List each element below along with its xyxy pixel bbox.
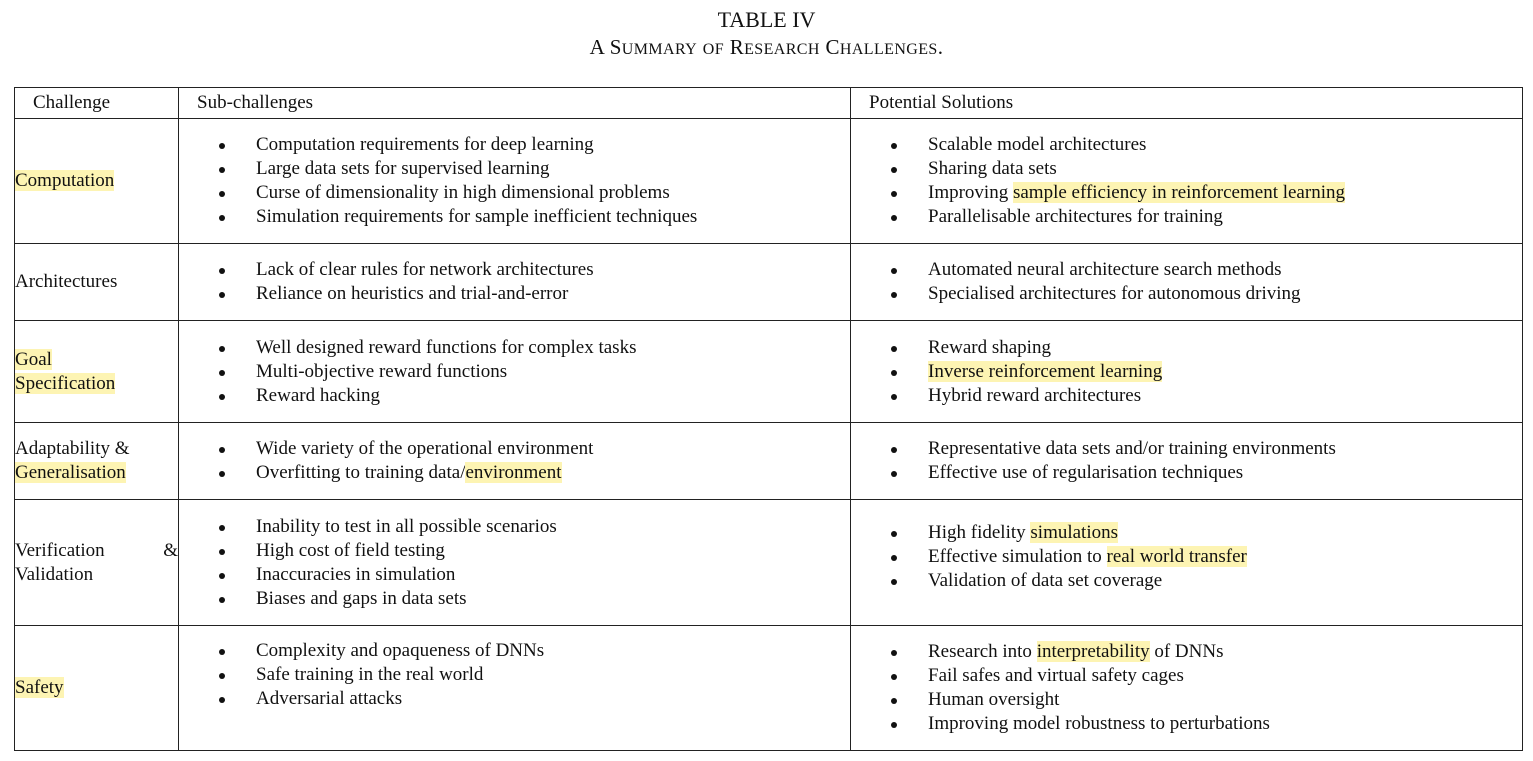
list-item: High cost of field testing bbox=[219, 539, 850, 563]
solutions-cell bbox=[851, 626, 1523, 751]
solutions-cell bbox=[851, 321, 1523, 423]
header-potential-solutions: Potential Solutions bbox=[851, 88, 1523, 119]
list-item: Specialised architectures for autonomous driving bbox=[891, 282, 1522, 306]
research-challenges-table bbox=[14, 87, 1523, 751]
list-item: Reward shaping bbox=[891, 336, 1522, 360]
sub-challenges-cell bbox=[179, 423, 851, 500]
list-item: Scalable model architectures bbox=[891, 133, 1522, 157]
list-item: Reliance on heuristics and trial-and-error bbox=[219, 282, 850, 306]
sub-challenges-cell bbox=[179, 500, 851, 626]
list-item: Effective use of regularisation techniques bbox=[891, 461, 1522, 485]
list-item: Automated neural architecture search methods bbox=[891, 258, 1522, 282]
list-item: Adversarial attacks bbox=[219, 687, 850, 711]
list-item: Curse of dimensionality in high dimensional problems bbox=[219, 181, 850, 205]
challenge-label: Safety bbox=[15, 677, 64, 698]
list-item: Research into interpretability of DNNs bbox=[891, 640, 1522, 664]
table-title bbox=[0, 35, 1533, 60]
challenge-label: Computation bbox=[15, 170, 115, 191]
title-word: CHALLENGES. bbox=[825, 35, 944, 59]
list-item: Simulation requirements for sample inefficient techniques bbox=[219, 205, 850, 229]
challenge-cell bbox=[15, 321, 179, 423]
list-item: Inability to test in all possible scenarios bbox=[219, 515, 850, 539]
table-number: TABLE IV bbox=[717, 7, 816, 32]
solutions-cell bbox=[851, 500, 1523, 626]
solutions-cell bbox=[851, 423, 1523, 500]
list-item: Parallelisable architectures for training bbox=[891, 205, 1522, 229]
sub-challenges-cell bbox=[179, 626, 851, 751]
table-row bbox=[15, 244, 1523, 321]
list-item: Wide variety of the operational environment bbox=[219, 437, 850, 461]
table-row bbox=[15, 626, 1523, 751]
list-item: Safe training in the real world bbox=[219, 663, 850, 687]
sub-challenges-cell bbox=[179, 244, 851, 321]
sub-challenges-cell bbox=[179, 119, 851, 244]
title-word: RESEARCH bbox=[729, 35, 820, 59]
list-item: Lack of clear rules for network architectures bbox=[219, 258, 850, 282]
challenge-label-line: Validation bbox=[15, 563, 94, 585]
highlighted-text: real world transfer bbox=[1106, 545, 1247, 567]
title-word: A bbox=[589, 35, 605, 59]
solutions-cell bbox=[851, 244, 1523, 321]
header-sub-challenges: Sub-challenges bbox=[179, 88, 851, 119]
list-item bbox=[891, 360, 1522, 384]
list-item: Representative data sets and/or training environments bbox=[891, 437, 1522, 461]
highlighted-text: Inverse reinforcement learning bbox=[928, 360, 1163, 382]
list-item: Human oversight bbox=[891, 688, 1522, 712]
header-challenge: Challenge bbox=[15, 88, 179, 119]
challenge-cell bbox=[15, 626, 179, 751]
list-item: High fidelity simulations bbox=[891, 521, 1522, 545]
highlighted-text: simulations bbox=[1030, 521, 1119, 543]
list-item: Hybrid reward architectures bbox=[891, 384, 1522, 408]
challenge-label-line: Goal bbox=[15, 348, 52, 370]
list-item: Inaccuracies in simulation bbox=[219, 563, 850, 587]
challenge-label-line: Specification bbox=[15, 372, 116, 394]
list-item: Biases and gaps in data sets bbox=[219, 587, 850, 611]
table-row bbox=[15, 321, 1523, 423]
highlighted-text: interpretability bbox=[1036, 641, 1150, 662]
list-item: Sharing data sets bbox=[891, 157, 1522, 181]
table-row bbox=[15, 500, 1523, 626]
challenge-cell bbox=[15, 119, 179, 244]
list-item: Effective simulation to real world transfer bbox=[891, 545, 1522, 569]
list-item: Validation of data set coverage bbox=[891, 569, 1522, 593]
table-row bbox=[15, 119, 1523, 244]
challenge-cell bbox=[15, 500, 179, 626]
list-item: Multi-objective reward functions bbox=[219, 360, 850, 384]
list-item: Improving model robustness to perturbations bbox=[891, 712, 1522, 736]
list-item: Well designed reward functions for complex tasks bbox=[219, 336, 850, 360]
list-item: Computation requirements for deep learning bbox=[219, 133, 850, 157]
list-item: Improving sample efficiency in reinforcement learning bbox=[891, 181, 1522, 205]
list-item: Fail safes and virtual safety cages bbox=[891, 664, 1522, 688]
challenge-label-line: Adaptability & bbox=[15, 438, 130, 459]
challenge-label-line: Generalisation bbox=[15, 462, 126, 483]
sub-challenges-cell bbox=[179, 321, 851, 423]
header-row bbox=[15, 88, 1523, 119]
table-row bbox=[15, 423, 1523, 500]
challenge-cell bbox=[15, 423, 179, 500]
title-word: SUMMARY bbox=[609, 35, 698, 59]
highlighted-text: environment bbox=[465, 462, 562, 483]
highlighted-text: sample efficiency in reinforcement learning bbox=[1012, 182, 1345, 203]
solutions-cell bbox=[851, 119, 1523, 244]
list-item: Overfitting to training data/environment bbox=[219, 461, 850, 485]
challenge-label-line: Verification & bbox=[15, 539, 178, 561]
list-item: Large data sets for supervised learning bbox=[219, 157, 850, 181]
list-item: Reward hacking bbox=[219, 384, 850, 408]
list-item: Complexity and opaqueness of DNNs bbox=[219, 639, 850, 663]
challenge-label: Architectures bbox=[15, 271, 118, 292]
challenge-cell bbox=[15, 244, 179, 321]
title-word: OF bbox=[702, 41, 725, 58]
